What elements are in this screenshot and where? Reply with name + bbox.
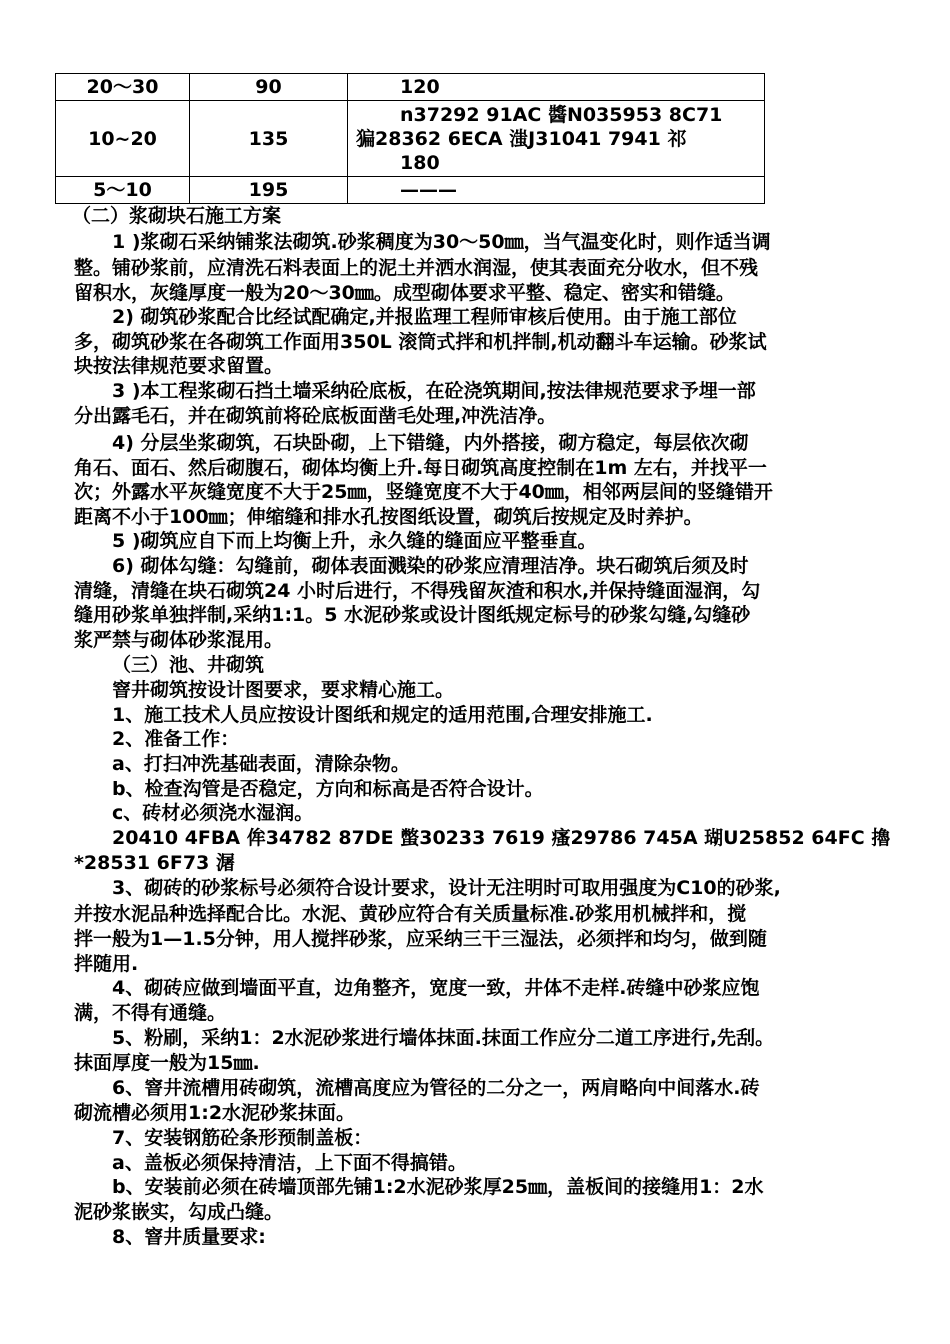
text-line: a、盖板必须保持清洁，上下面不得搞错。 xyxy=(112,1152,467,1174)
text-line: b、安装前必须在砖墙顶部先铺1:2水泥砂浆厚25㎜，盖板间的接缝用1：2水 xyxy=(112,1176,764,1198)
cell-line: 180 xyxy=(400,151,440,174)
text-line: 块按法律规范要求留置。 xyxy=(74,355,284,377)
table-cell: 135 xyxy=(190,101,348,177)
text-line: 6、窨井流槽用砖砌筑，流槽高度应为管径的二分之一，两肩略向中间落水.砖 xyxy=(112,1077,760,1099)
text-line: 多，砌筑砂浆在各砌筑工作面用350L 滚筒式拌和机拌制,机动翻斗车运输。砂浆试 xyxy=(74,331,767,353)
table-cell: 195 xyxy=(190,177,348,204)
table-cell: 5～10 xyxy=(56,177,190,204)
text-line: c、砖材必须浇水湿润。 xyxy=(112,802,314,824)
text-line: 拌随用. xyxy=(74,953,139,975)
text-line: 4) 分层坐浆砌筑，石块卧砌，上下错缝，内外搭接，砌方稳定，每层依次砌 xyxy=(112,432,749,454)
text-line: 缝用砂浆单独拌制,采纳1:1。5 水泥砂浆或设计图纸规定标号的砂浆勾缝,勾缝砂 xyxy=(74,604,751,626)
text-line: 2) 砌筑砂浆配合比经试配确定,并报监理工程师审核后使用。由于施工部位 xyxy=(112,306,737,328)
text-line: 分出露毛石，并在砌筑前将砼底板面凿毛处理,冲洗洁净。 xyxy=(74,405,557,427)
text-line: 1 )浆砌石采纳铺浆法砌筑.砂浆稠度为30～50㎜，当气温变化时，则作适当调 xyxy=(112,231,771,253)
text-line: 5 )砌筑应自下而上均衡上升，永久缝的缝面应平整垂直。 xyxy=(112,530,597,552)
text-line: 抹面厚度一般为15㎜. xyxy=(74,1052,260,1074)
section-heading: （三）池、井砌筑 xyxy=(112,654,265,676)
text-line: 距离不小于100㎜；伸缩缝和排水孔按图纸设置，砌筑后按规定及时养护。 xyxy=(74,506,703,528)
text-line: 清缝，清缝在块石砌筑24 小时后进行，不得残留灰渣和积水,并保持缝面湿润，勾 xyxy=(74,580,761,602)
table-cell xyxy=(348,101,765,177)
text-line: 角石、面石、然后砌腹石，砌体均衡上升.每日砌筑高度控制在1m 左右，并找平一 xyxy=(74,457,767,479)
text-line: 4、砌砖应做到墙面平直，边角整齐，宽度一致，井体不走样.砖缝中砂浆应饱 xyxy=(112,977,760,999)
text-line: 5、粉刷，采纳1：2水泥砂浆进行墙体抹面.抹面工作应分二道工序进行,先刮。 xyxy=(112,1027,775,1049)
text-line: 2、准备工作： xyxy=(112,728,240,750)
text-line: 满，不得有通缝。 xyxy=(74,1002,227,1024)
table-cell: 10~20 xyxy=(56,101,190,177)
table-cell: 120 xyxy=(348,74,765,101)
text-line: 8、窨井质量要求: xyxy=(112,1226,266,1248)
text-line: *28531 6F73 潳 xyxy=(74,852,235,874)
text-line: 整。铺砂浆前，应清洗石料表面上的泥土并洒水润湿，使其表面充分收水，但不残 xyxy=(74,257,759,279)
table-row xyxy=(56,177,765,204)
text-line: 1、施工技术人员应按设计图纸和规定的适用范围,合理安排施工. xyxy=(112,704,653,726)
text-line: 砌流槽必须用1:2水泥砂浆抹面。 xyxy=(74,1102,356,1124)
text-line: 并按水泥品种选择配合比。水泥、黄砂应符合有关质量标准.砂浆用机械拌和，搅 xyxy=(74,903,747,925)
table-cell: 20～30 xyxy=(56,74,190,101)
text-line: 6) 砌体勾缝：勾缝前，砌体表面溅染的砂浆应清理洁净。块石砌筑后须及时 xyxy=(112,555,749,577)
text-line: 20410 4FBA 侔34782 87DE 蟞30233 7619 瘙29786 745A 瑚U25852 64FC 擼 xyxy=(112,827,891,849)
section-heading: （二）浆砌块石施工方案 xyxy=(72,205,282,227)
text-line: 3、砌砖的砂浆标号必须符合设计要求，设计无注明时可取用强度为C10的砂浆, xyxy=(112,877,781,899)
spec-table xyxy=(55,73,765,204)
text-line: 留积水，灰缝厚度一般为20～30㎜。成型砌体要求平整、稳定、密实和错缝。 xyxy=(74,282,735,304)
table-cell: 90 xyxy=(190,74,348,101)
text-line: 3 )本工程浆砌石挡土墙采纳砼底板，在砼浇筑期间,按法律规范要求予埋一部 xyxy=(112,380,756,402)
table-cell: ——— xyxy=(348,177,765,204)
cell-line: 猵28362 6ECA 滍J31041 7941 祁 xyxy=(356,127,687,150)
table-row xyxy=(56,74,765,101)
text-line: 7、安装钢筋砼条形预制盖板： xyxy=(112,1127,373,1149)
text-line: 泥砂浆嵌实，勾成凸缝。 xyxy=(74,1201,284,1223)
text-line: 拌一般为1—1.5分钟，用人搅拌砂浆，应采纳三干三湿法，必须拌和均匀，做到随 xyxy=(74,928,767,950)
text-line: a、打扫冲洗基础表面，清除杂物。 xyxy=(112,753,410,775)
text-line: 次；外露水平灰缝宽度不大于25㎜，竖缝宽度不大于40㎜，相邻两层间的竖缝错开 xyxy=(74,481,773,503)
table-row xyxy=(56,101,765,177)
text-line: 窨井砌筑按设计图要求，要求精心施工。 xyxy=(112,679,455,701)
text-line: b、检查沟管是否稳定，方向和标高是否符合设计。 xyxy=(112,778,544,800)
cell-line: n37292 91AC 醬N035953 8C71 xyxy=(400,103,723,126)
text-line: 浆严禁与砌体砂浆混用。 xyxy=(74,629,284,651)
